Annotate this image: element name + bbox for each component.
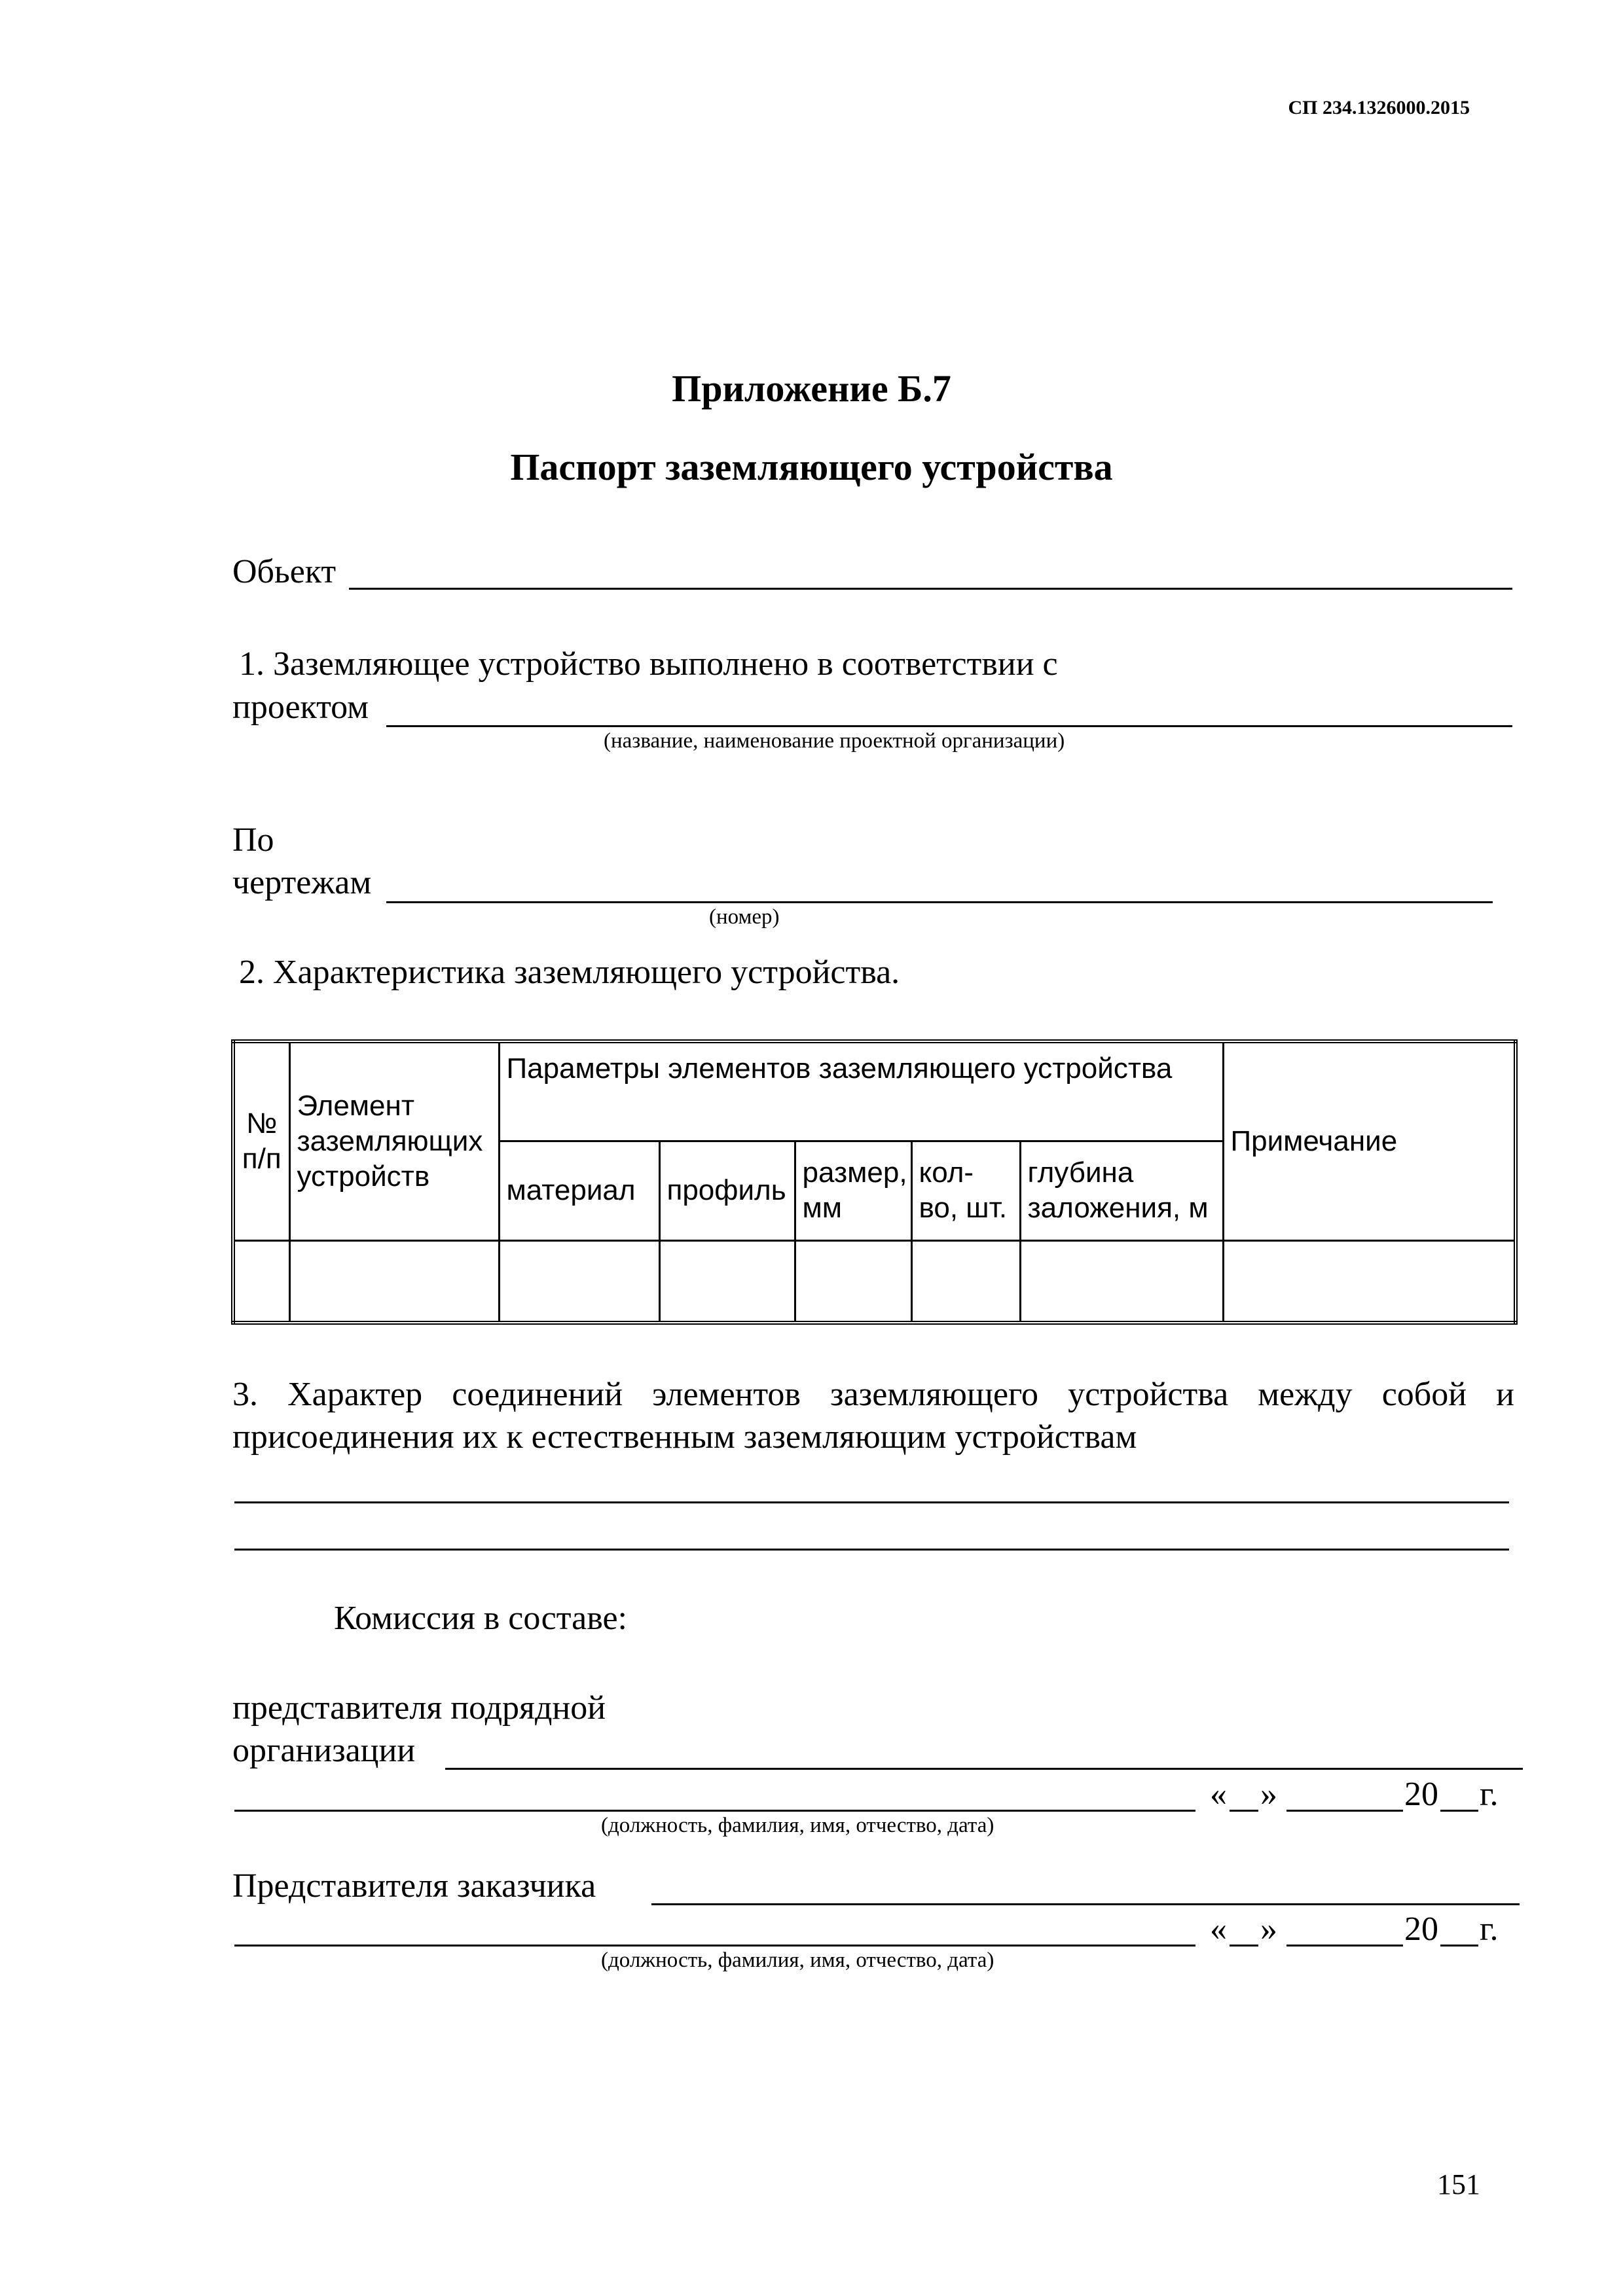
cell-number[interactable] <box>233 1240 289 1323</box>
object-field-line[interactable] <box>349 588 1512 590</box>
customer-year-prefix: 20 <box>1404 1910 1438 1948</box>
section1-line1: 1. Заземляющее устройство выполнено в соответствии с <box>239 645 1058 683</box>
contractor-person-note: (должность, фамилия, имя, отчество, дата) <box>601 1814 994 1837</box>
object-label: Обьект <box>232 553 337 590</box>
contractor-label-line1: представителя подрядной <box>232 1689 606 1727</box>
contractor-year-prefix: 20 <box>1404 1776 1438 1813</box>
connections-field-line-2[interactable] <box>234 1549 1509 1551</box>
commission-heading: Комиссия в составе: <box>334 1600 627 1637</box>
col-header-parameters: Параметры элементов заземляющего устройства <box>499 1041 1223 1141</box>
contractor-day-line[interactable] <box>1230 1810 1258 1812</box>
customer-date-close: » <box>1260 1910 1277 1948</box>
project-field-note: (название, наименование проектной организации) <box>604 729 1065 753</box>
contractor-year-line[interactable] <box>1440 1810 1478 1812</box>
customer-month-line[interactable] <box>1286 1945 1403 1946</box>
subcol-count: кол-во, шт. <box>911 1141 1020 1240</box>
cell-profile[interactable] <box>659 1240 795 1323</box>
connections-field-line-1[interactable] <box>234 1501 1509 1503</box>
customer-label: Представителя заказчика <box>232 1867 596 1905</box>
customer-date-open: « <box>1210 1910 1227 1948</box>
customer-day-line[interactable] <box>1230 1945 1258 1946</box>
cell-material[interactable] <box>499 1240 659 1323</box>
cell-count[interactable] <box>911 1240 1020 1323</box>
section3-line2: присоединения их к естественным заземляющим устройствам <box>232 1418 1137 1456</box>
drawings-field-note: (номер) <box>709 905 780 929</box>
section3-line1: 3. Характер соединений элементов заземляющего устройства между собой и <box>232 1376 1514 1413</box>
drawings-line1: По <box>232 821 274 859</box>
section2-heading: 2. Характеристика заземляющего устройства. <box>239 954 900 991</box>
document-title: Паспорт заземляющего устройства <box>510 446 1113 488</box>
cell-size[interactable] <box>795 1240 911 1323</box>
contractor-person-line[interactable] <box>234 1810 1195 1812</box>
drawings-field-line[interactable] <box>386 901 1493 903</box>
cell-depth[interactable] <box>1020 1240 1223 1323</box>
col-header-note: Примечание <box>1223 1041 1516 1240</box>
col-header-number-l2: п/п <box>242 1142 282 1175</box>
subcol-profile: профиль <box>659 1141 795 1240</box>
section1-line2: проектом <box>232 689 369 726</box>
grounding-parameters-table <box>231 1039 1518 1325</box>
customer-year-suffix: г. <box>1480 1910 1499 1948</box>
document-code: СП 234.1326000.2015 <box>1288 97 1470 118</box>
appendix-title: Приложение Б.7 <box>672 367 951 410</box>
col-header-number-l1: № <box>246 1107 278 1140</box>
cell-element[interactable] <box>289 1240 499 1323</box>
page-number: 151 <box>1437 2168 1480 2200</box>
customer-year-line[interactable] <box>1440 1945 1478 1946</box>
col-header-element: Элемент заземляющих устройств <box>289 1041 499 1240</box>
contractor-label-line2: организации <box>232 1732 416 1769</box>
contractor-month-line[interactable] <box>1286 1810 1403 1812</box>
customer-person-line[interactable] <box>234 1945 1195 1946</box>
contractor-date-open: « <box>1210 1776 1227 1813</box>
cell-note[interactable] <box>1223 1240 1516 1323</box>
subcol-depth: глубина заложения, м <box>1020 1141 1223 1240</box>
subcol-size: размер, мм <box>795 1141 911 1240</box>
customer-field-line[interactable] <box>651 1903 1520 1905</box>
col-header-number <box>233 1041 289 1240</box>
contractor-date-close: » <box>1260 1776 1277 1813</box>
contractor-year-suffix: г. <box>1480 1776 1499 1813</box>
project-field-line[interactable] <box>386 725 1512 727</box>
contractor-field-line[interactable] <box>445 1768 1523 1770</box>
drawings-line2: чертежам <box>232 864 372 901</box>
customer-person-note: (должность, фамилия, имя, отчество, дата) <box>601 1948 994 1972</box>
subcol-material: материал <box>499 1141 659 1240</box>
